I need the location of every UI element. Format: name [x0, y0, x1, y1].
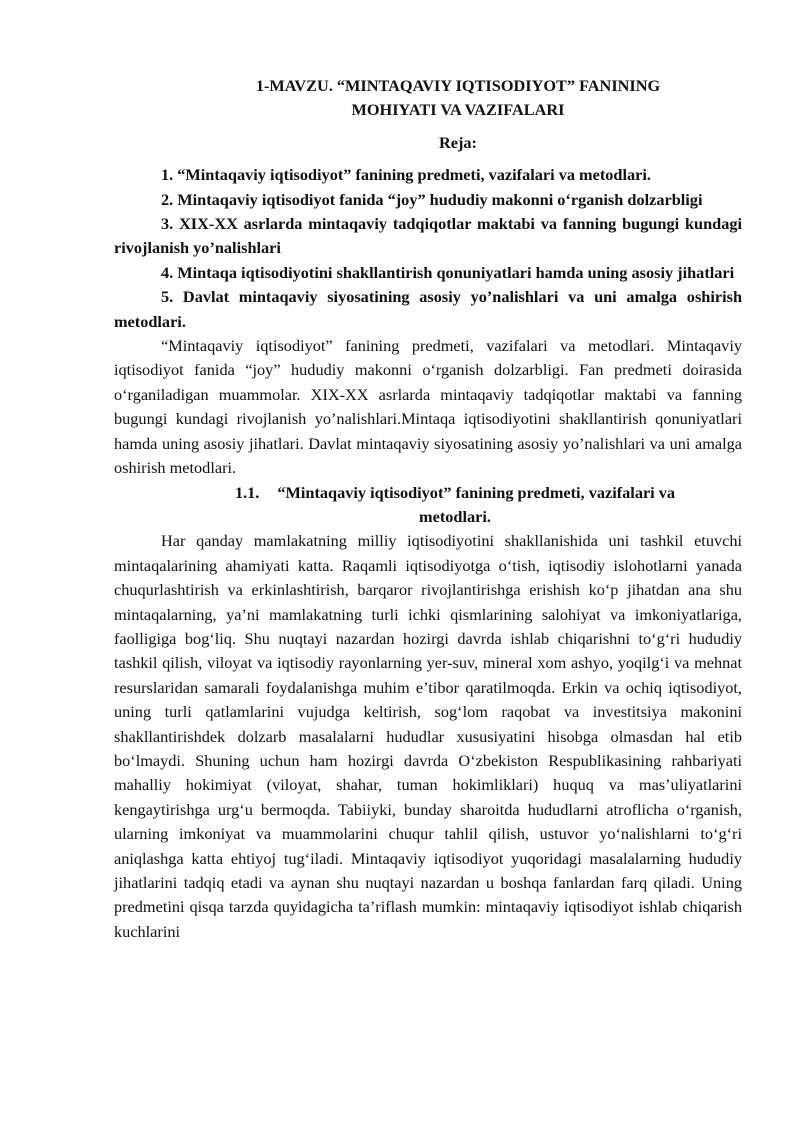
- summary-paragraph: “Mintaqaviy iqtisodiyot” fanining predmeti, vazifalari va metodlari. Mintaqaviy iqtisodiyot fanida “joy” hududiy makonni o‘rganish dolzarbligi. Fan predmeti doirasida o‘rganiladigan muammolar. XIX-XX asrlarda mintaqaviy tadqiqotlar maktabi va fanning bugungi kundagi rivojlanish yo’nalishlari.Mintaqa iqtisodiyotini shakllantirish qonuniyatlari hamda uning asosiy jihatlari. Davlat mintaqaviy siyosatining asosiy yo’nalishlari va uni amalga oshirish metodlari.: [114, 336, 742, 478]
- document-title: [114, 74, 742, 123]
- document-title-line2: MOHIYATI VA VAZIFALARI: [351, 100, 565, 120]
- plan-item: 3. XIX-XX asrlarda mintaqaviy tadqiqotlar maktabi va fanning bugungi kundagi rivojlanish yo’nalishlari: [114, 214, 742, 258]
- plan-heading: Reja:: [439, 132, 477, 152]
- section-heading: [114, 481, 742, 530]
- body-paragraph: Har qanday mamlakatning milliy iqtisodiyotini shakllanishida uni tashkil etuvchi mintaqalarining ahamiyati katta. Raqamli iqtisodiyotga o‘tish, iqtisodiy islohotlarni yanada chuqurlashtirish va erkinlashtirish, barqaror rivojlantirishga erishish ko‘p jihatdan ana shu mintaqalarning, ya’ni mamlakatning turli ichki qismlarining salohiyat va imkoniyatlariga, faolligiga bog‘liq. Shu nuqtayi nazardan hozirgi davrda ishlab chiqarishni to‘g‘ri hududiy tashkil qilish, viloyat va iqtisodiy rayonlarning yer-suv, mineral xom ashyo, yoqilg‘i va mehnat resurslaridan samarali foydalanishga muhim e’tibor qaratilmoqda. Erkin va ochiq iqtisodiyot, uning turli qatlamlarini vujudga keltirish, sog‘lom raqobat va investitsiya makonini shakllantirishdek dolzarb masalalarni hududlar xususiyatini hisobga olmasdan hal etib bo‘lmaydi. Shuning uchun ham hozirgi davrda O‘zbekiston Respublikasining rahbariyati mahalliy hokimiyat (viloyat, shahar, tuman hokimliklari) huquq va mas’uliyatlarini kengaytirishga urg‘u bermoqda. Tabiiyki, bunday sharoitda hududlarni atroflicha o‘rganish, ularning imkoniyat va muammolarini chuqur tahlil qilish, ustuvor yo‘nalishlarni to‘g‘ri aniqlashga katta ehtiyoj tug‘iladi. Mintaqaviy iqtisodiyot yuqoridagi masalalarning hududiy jihatlarini tadqiq etadi va aynan shu nuqtayi nazardan u boshqa fanlardan farq qiladi. Uning predmetini qisqa tarzda quyidagicha ta’riflash mumkin: mintaqaviy iqtisodiyot ishlab chiqarish kuchlarini: [114, 531, 742, 941]
- plan-item: 2. Mintaqaviy iqtisodiyot fanida “joy” hududiy makonni o‘rganish dolzarbligi: [161, 189, 703, 209]
- document-title-line1: 1-MAVZU. “MINTAQAVIY IQTISODIYOT” FANINING: [255, 76, 661, 95]
- document-page: [114, 74, 742, 944]
- plan-item: 4. Mintaqa iqtisodiyotini shakllantirish qonuniyatlari hamda uning asosiy jihatlari: [161, 262, 735, 282]
- plan-list: [114, 163, 742, 334]
- section-number: 1.1.: [234, 482, 260, 502]
- section-title: “Mintaqaviy iqtisodiyot” fanining predmeti, vazifalari va metodlari.: [277, 482, 676, 526]
- plan-item: 5. Davlat mintaqaviy siyosatining asosiy yo’nalishlari va uni amalga oshirish metodlari.: [114, 287, 742, 331]
- plan-item: 1. “Mintaqaviy iqtisodiyot” fanining predmeti, vazifalari va metodlari.: [161, 165, 651, 185]
